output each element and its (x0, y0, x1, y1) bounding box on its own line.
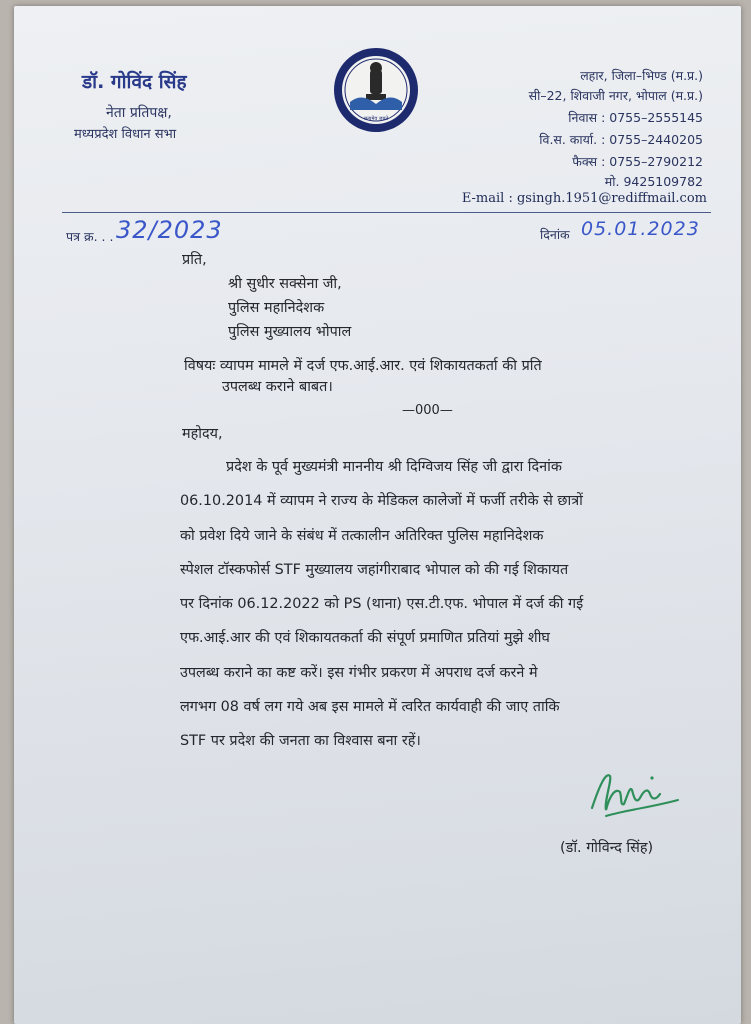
phone-office: वि.स. कार्या. : 0755–2440205 (539, 132, 703, 147)
emblem-motto: सत्यमेव जयते (363, 116, 389, 122)
recipient-designation: पुलिस महानिदेशक (228, 300, 325, 316)
body-line: स्पेशल टॉस्कफोर्स STF मुख्यालय जहांगीराबाद भोपाल को की गई शिकायत (180, 561, 569, 578)
body-line: उपलब्ध कराने का कष्ट करें। इस गंभीर प्रकरण में अपराध दर्ज करने मे (180, 664, 538, 681)
mobile-number: मो. 9425109782 (604, 174, 703, 189)
email-address: E-mail : gsingh.1951@rediffmail.com (461, 191, 707, 206)
sender-post: नेता प्रतिपक्ष, (106, 105, 172, 121)
body-line: पर दिनांक 06.12.2022 को PS (थाना) एस.टी.एफ. भोपाल में दर्ज की गई (180, 596, 584, 613)
salutation: महोदय, (182, 426, 223, 442)
body-line: लगभग 08 वर्ष लग गये अब इस मामले में त्वरित कार्यवाही की जाए ताकि (180, 699, 560, 716)
letter-body (180, 450, 680, 759)
body-line: प्रदेश के पूर्व मुख्यमंत्री माननीय श्री दिग्विजय सिंह जी द्वारा दिनांक (226, 459, 562, 475)
address-line: सी–22, शिवाजी नगर, भोपाल (म.प्र.) (528, 88, 703, 103)
recipient-office: पुलिस मुख्यालय भोपाल (228, 324, 352, 340)
signatory-name: (डॉ. गोविन्द सिंह) (560, 840, 654, 856)
phone-residence: निवास : 0755–2555145 (568, 110, 703, 125)
prati-label: प्रति, (182, 252, 207, 268)
subject-line-cont: उपलब्ध कराने बाबत। (222, 379, 333, 395)
sender-name: डॉ. गोविंद सिंह (82, 71, 187, 93)
fax-number: फैक्स : 0755–2790212 (572, 154, 703, 169)
address-line: लहार, जिला–भिण्ड (म.प्र.) (580, 68, 703, 83)
letter-page (14, 6, 741, 1024)
body-line: को प्रवेश दिये जाने के संबंध में तत्कालीन अतिरिक्त पुलिस महानिदेशक (180, 527, 544, 544)
subject-separator: —000— (402, 403, 453, 418)
handwritten-signature-icon (586, 764, 686, 824)
body-line: 06.10.2014 में व्यापम ने राज्य के मेडिकल कालेजों में फर्जी तरीके से छात्रों (180, 493, 583, 510)
recipient-name: श्री सुधीर सक्सेना जी, (228, 276, 342, 292)
letter-number: 32/2023 (116, 216, 223, 244)
subject-line: विषयः व्यापम मामले में दर्ज एफ.आई.आर. एवं शिकायतकर्ता की प्रति (184, 358, 542, 374)
date-label: दिनांक (540, 227, 570, 242)
assembly-emblem-icon (332, 46, 420, 134)
letterhead-divider (62, 212, 711, 213)
date-value: 05.01.2023 (581, 218, 700, 240)
body-line: एफ.आई.आर की एवं शिकायतकर्ता की संपूर्ण प्रमाणित प्रतियां मुझे शीघ (180, 630, 550, 647)
letter-number-label: पत्र क्र. . . (66, 229, 114, 244)
body-line: STF पर प्रदेश की जनता का विश्वास बना रहें। (180, 733, 421, 750)
sender-assembly: मध्यप्रदेश विधान सभा (74, 127, 177, 142)
